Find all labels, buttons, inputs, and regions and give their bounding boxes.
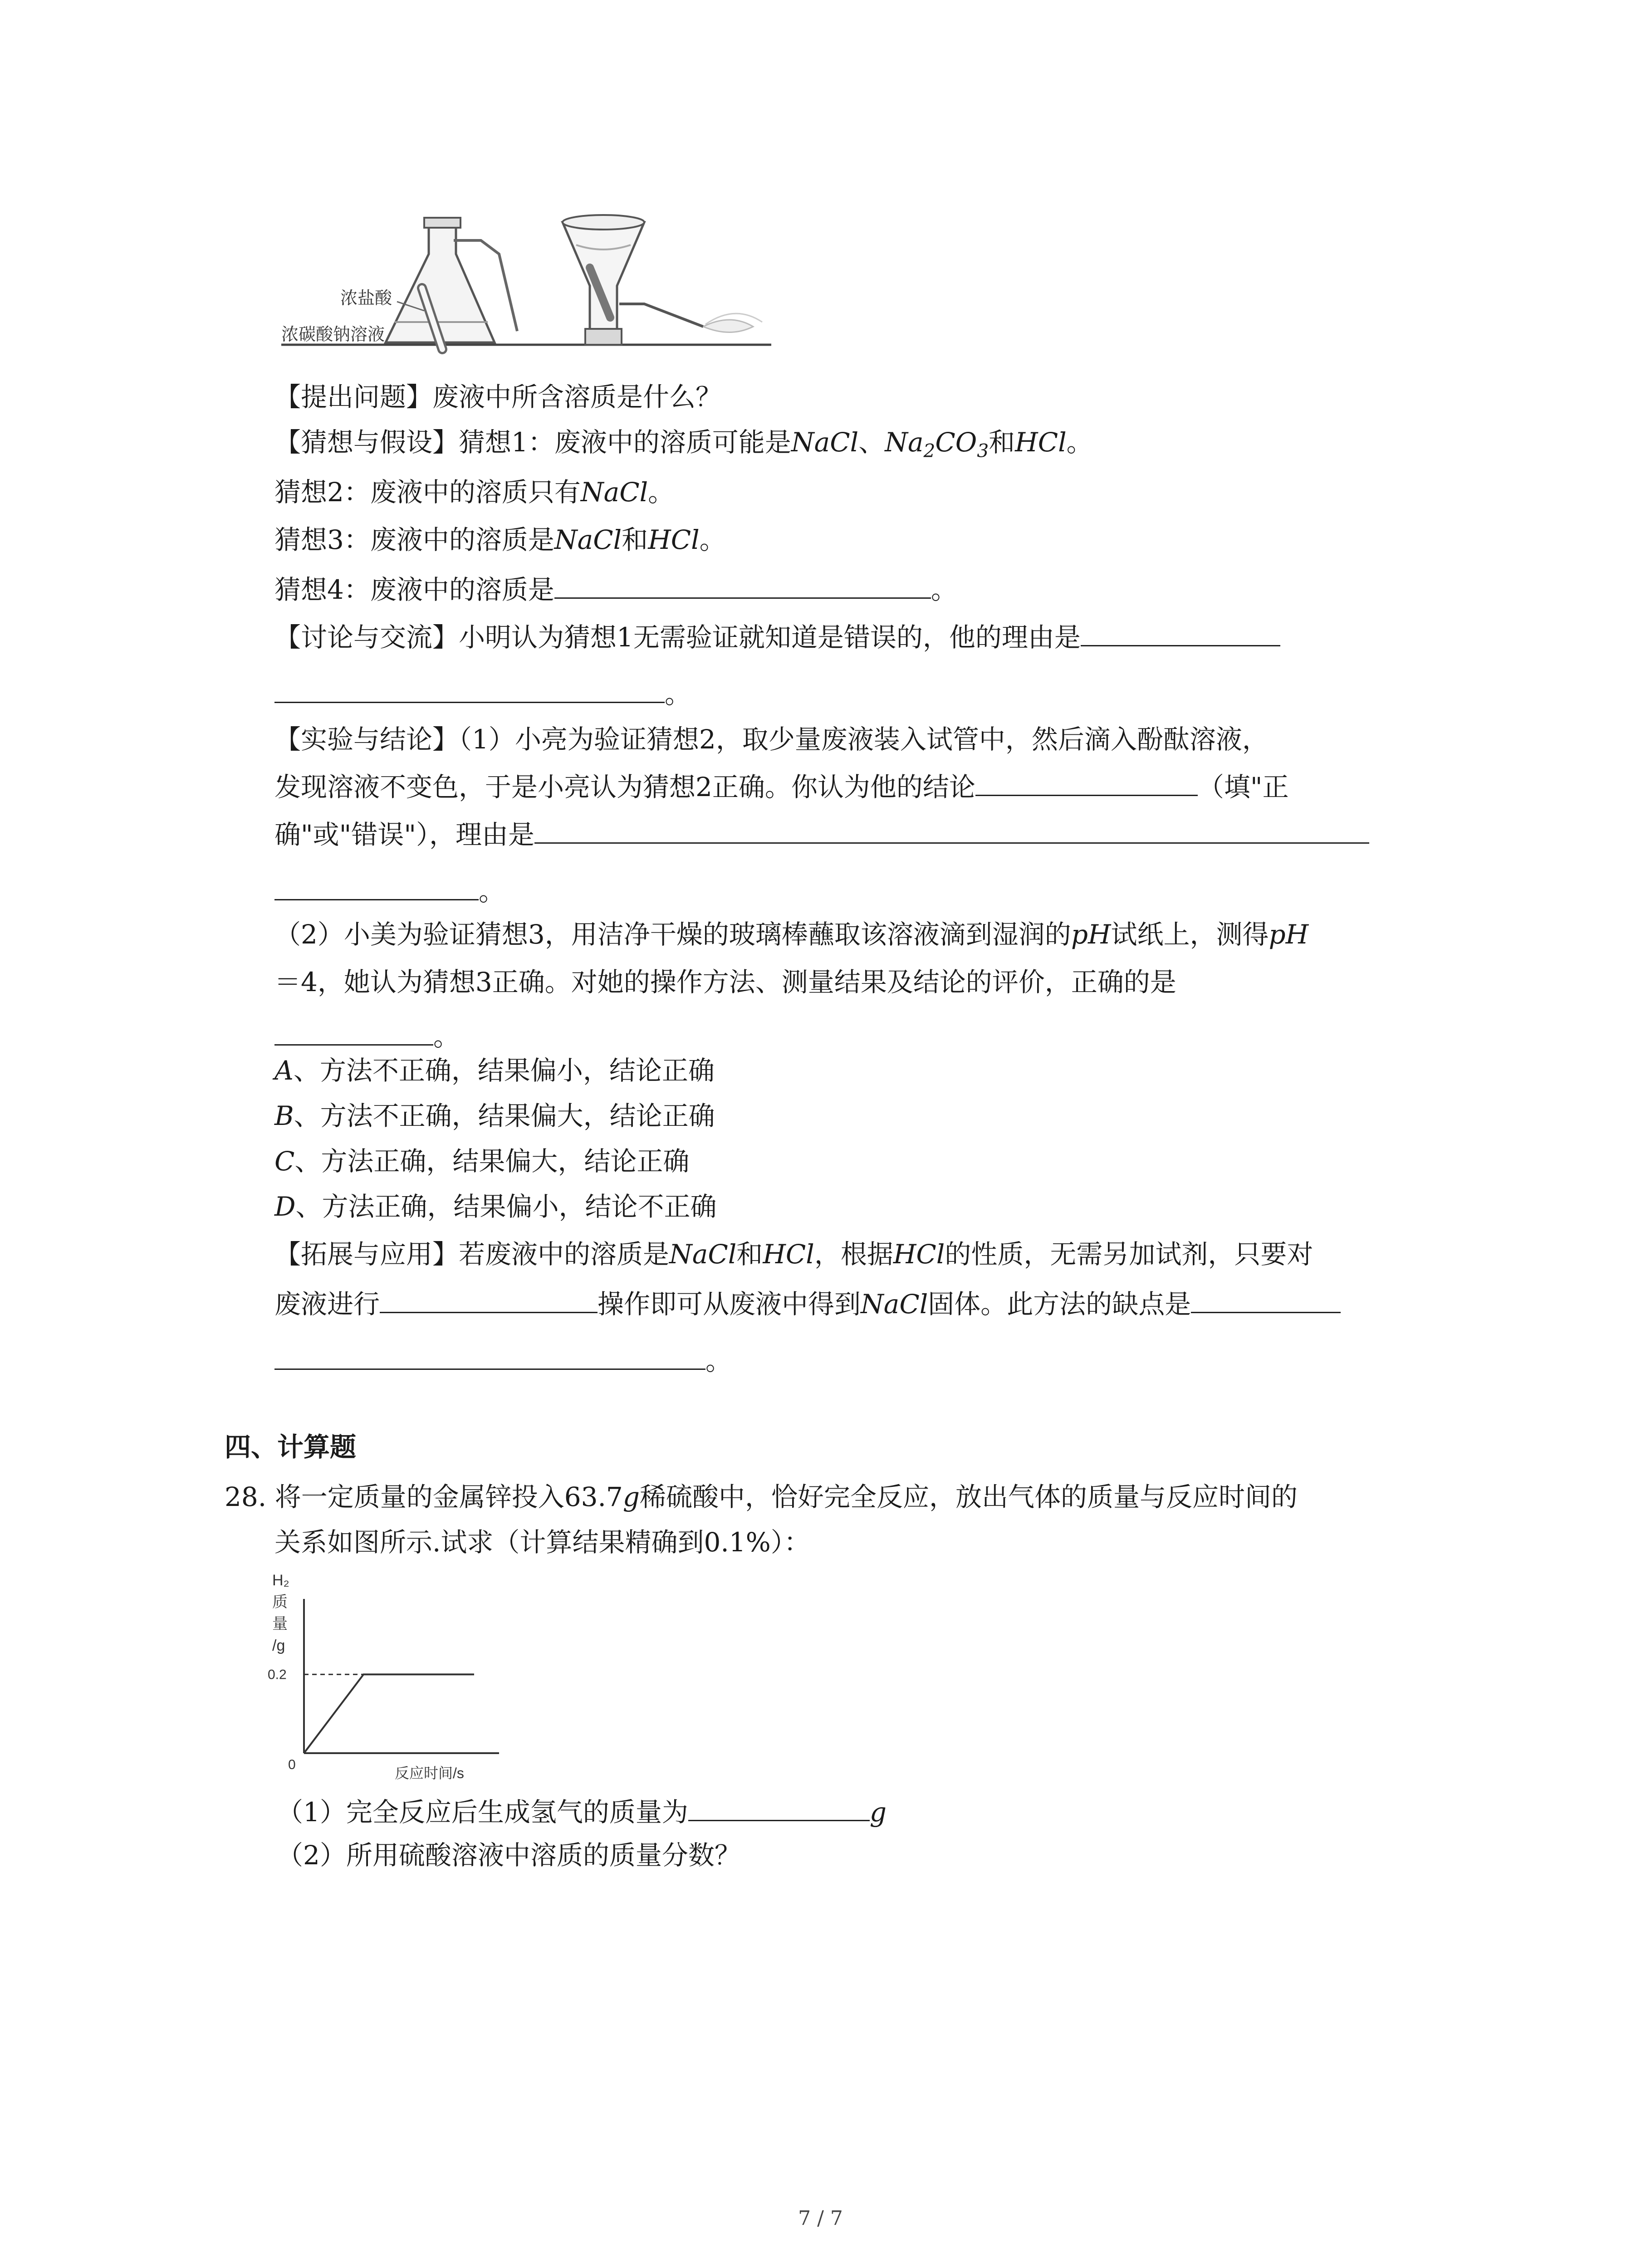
y-tick-label: 0.2 — [268, 1667, 287, 1682]
experiment-text: 确"或"错误"），理由是 — [274, 819, 535, 850]
origin-label: 0 — [288, 1757, 296, 1772]
formula-hcl: HCl — [1015, 427, 1067, 458]
separator: 、 — [858, 427, 885, 458]
extension-text: 若废液中的溶质是 — [459, 1239, 670, 1270]
extension-line-3 — [274, 1340, 732, 1379]
experiment-line-1 — [274, 721, 1269, 758]
experiment-line-2 — [274, 767, 1289, 805]
q28-line-1 — [225, 1479, 1298, 1515]
answer-blank-reason-b[interactable] — [274, 674, 665, 703]
option-letter: B — [274, 1100, 294, 1131]
formula-hcl: HCl — [648, 524, 700, 555]
label-acid: 浓盐酸 — [340, 289, 392, 308]
guess2-line — [274, 474, 674, 510]
y-axis-label: H₂ — [272, 1572, 289, 1589]
option-text: 、方法不正确，结果偏小，结论正确 — [293, 1055, 715, 1086]
option-text: 、方法正确，结果偏大，结论正确 — [294, 1146, 690, 1177]
experiment-text: ＝4，她认为猜想3正确。对她的操作方法、测量结果及结论的评价，正确的是 — [274, 967, 1176, 997]
option-text: 、方法正确，结果偏小，结论不正确 — [295, 1191, 717, 1222]
formula-nacl: NaCl — [791, 427, 859, 458]
q28-sub2 — [277, 1837, 741, 1873]
option-d — [274, 1188, 717, 1225]
answer-blank-drawback-b[interactable] — [274, 1340, 705, 1370]
x-axis-label: 反应时间/s — [395, 1765, 464, 1781]
experiment-text: 发现溶液不变色，于是小亮认为猜想2正确。你认为他的结论 — [274, 772, 975, 802]
label-carbonate: 浓碳酸钠溶液 — [281, 325, 385, 344]
discussion-line-2 — [274, 674, 691, 712]
experiment-text: 试纸上，测得 — [1111, 919, 1269, 950]
extension-text: 的性质，无需另加试剂，只要对 — [945, 1239, 1313, 1270]
option-letter: C — [274, 1146, 295, 1177]
experiment-line-4 — [274, 871, 505, 909]
y-axis-label: 质 — [272, 1593, 288, 1611]
answer-blank-why-a[interactable] — [534, 814, 1369, 844]
question-text: 稀硫酸中，恰好完全反应，放出气体的质量与反应时间的 — [639, 1481, 1298, 1512]
option-a — [274, 1052, 715, 1089]
formula-nacl: NaCl — [580, 477, 648, 508]
answer-blank-evaluation[interactable] — [274, 1016, 433, 1046]
problem-line — [274, 379, 722, 415]
guess1-line — [274, 424, 1093, 469]
section-heading — [225, 1429, 356, 1465]
hypothesis-tag: 【猜想与假设】 — [274, 427, 459, 458]
guess1-prefix: 猜想1：废液中的溶质可能是 — [459, 427, 791, 458]
experiment-line-5 — [274, 916, 1308, 953]
experiment-text: （2）小美为验证猜想3，用洁净干燥的玻璃棒蘸取该溶液滴到湿润的 — [274, 919, 1071, 950]
option-letter: D — [274, 1191, 296, 1222]
extension-text: 固体。此方法的缺点是 — [928, 1289, 1191, 1320]
guess3-line — [274, 522, 726, 558]
experiment-tag: 【实验与结论】 — [274, 724, 459, 755]
formula-co: CO — [935, 427, 977, 458]
formula-nacl: NaCl — [861, 1289, 928, 1320]
question-text: 关系如图所示.试求（计算结果精确到0.1%）： — [274, 1527, 810, 1558]
problem-text: 废液中所含溶质是什么？ — [432, 381, 722, 412]
subquestion-text: （2）所用硫酸溶液中溶质的质量分数？ — [277, 1840, 741, 1871]
apparatus-figure — [272, 213, 794, 376]
discussion-text: 小明认为猜想1无需验证就知道是错误的，他的理由是 — [459, 622, 1081, 653]
conj-and: 和 — [989, 427, 1015, 458]
answer-blank-guess4[interactable] — [554, 569, 931, 599]
answer-blank-operation[interactable] — [380, 1284, 598, 1313]
problem-tag: 【提出问题】 — [274, 381, 433, 412]
discussion-line — [274, 617, 1280, 655]
conj-and: 和 — [622, 524, 648, 555]
subquestion-text: （1）完全反应后生成氢气的质量为 — [277, 1797, 688, 1828]
option-c — [274, 1143, 689, 1179]
option-b — [274, 1098, 715, 1134]
series-line — [304, 1674, 474, 1753]
experiment-line-7 — [274, 1016, 460, 1055]
q28-sub1 — [277, 1792, 887, 1830]
formula-na: Na — [885, 427, 924, 458]
period: 。 — [648, 477, 675, 508]
guess2-prefix: 猜想2：废液中的溶质只有 — [274, 477, 581, 508]
option-letter: A — [274, 1055, 294, 1086]
period: 。 — [665, 679, 691, 709]
guess4-prefix: 猜想4：废液中的溶质是 — [274, 574, 554, 605]
period: 。 — [433, 1021, 460, 1052]
guess4-line — [274, 569, 957, 608]
option-text: 、方法不正确，结果偏大，结论正确 — [294, 1100, 715, 1131]
period: 。 — [699, 524, 726, 555]
formula-nacl: NaCl — [669, 1239, 737, 1270]
answer-blank-why-b[interactable] — [274, 871, 479, 900]
subscript-3: 3 — [977, 440, 989, 462]
extension-tag: 【拓展与应用】 — [274, 1239, 459, 1270]
q28-line-2 — [274, 1524, 810, 1560]
experiment-line-6 — [274, 964, 1176, 1000]
formula-ph: pH — [1269, 919, 1309, 950]
answer-blank-reason-a[interactable] — [1081, 617, 1280, 646]
period: 。 — [479, 876, 505, 907]
discussion-tag: 【讨论与交流】 — [274, 622, 459, 653]
answer-blank-h2-mass[interactable] — [688, 1792, 870, 1821]
section-title: 四、计算题 — [225, 1432, 357, 1462]
extension-line-2 — [274, 1284, 1341, 1322]
experiment-text: （填"正 — [1197, 772, 1289, 802]
extension-line-1 — [274, 1236, 1313, 1272]
question-number: 28. — [225, 1481, 267, 1512]
answer-blank-conclusion[interactable] — [975, 767, 1198, 796]
formula-hcl: HCl — [763, 1239, 814, 1270]
formula-hcl: HCl — [893, 1239, 945, 1270]
unit-g: g — [622, 1481, 640, 1512]
unit-g: g — [869, 1797, 887, 1828]
extension-text: ，根据 — [814, 1239, 893, 1270]
guess3-prefix: 猜想3：废液中的溶质是 — [274, 524, 554, 555]
period: 。 — [931, 574, 957, 605]
experiment-text: （1）小亮为验证猜想2，取少量废液装入试管中，然后滴入酚酞溶液， — [459, 724, 1269, 755]
y-axis-label: /g — [272, 1637, 285, 1654]
subscript-2: 2 — [923, 440, 936, 462]
answer-blank-drawback-a[interactable] — [1191, 1284, 1341, 1313]
extension-text: 废液进行 — [274, 1289, 380, 1320]
period: 。 — [1066, 427, 1093, 458]
experiment-line-3 — [274, 814, 1369, 853]
page-number: 7 / 7 — [798, 2207, 843, 2230]
formula-nacl: NaCl — [554, 524, 622, 555]
conj-and: 和 — [736, 1239, 763, 1270]
y-axis-label: 量 — [272, 1615, 288, 1633]
question-text: 将一定质量的金属锌投入63.7 — [274, 1481, 623, 1512]
period: 。 — [705, 1345, 732, 1376]
extension-text: 操作即可从废液中得到 — [598, 1289, 861, 1320]
formula-ph: pH — [1071, 919, 1111, 950]
hydrogen-mass-chart — [254, 1567, 526, 1785]
